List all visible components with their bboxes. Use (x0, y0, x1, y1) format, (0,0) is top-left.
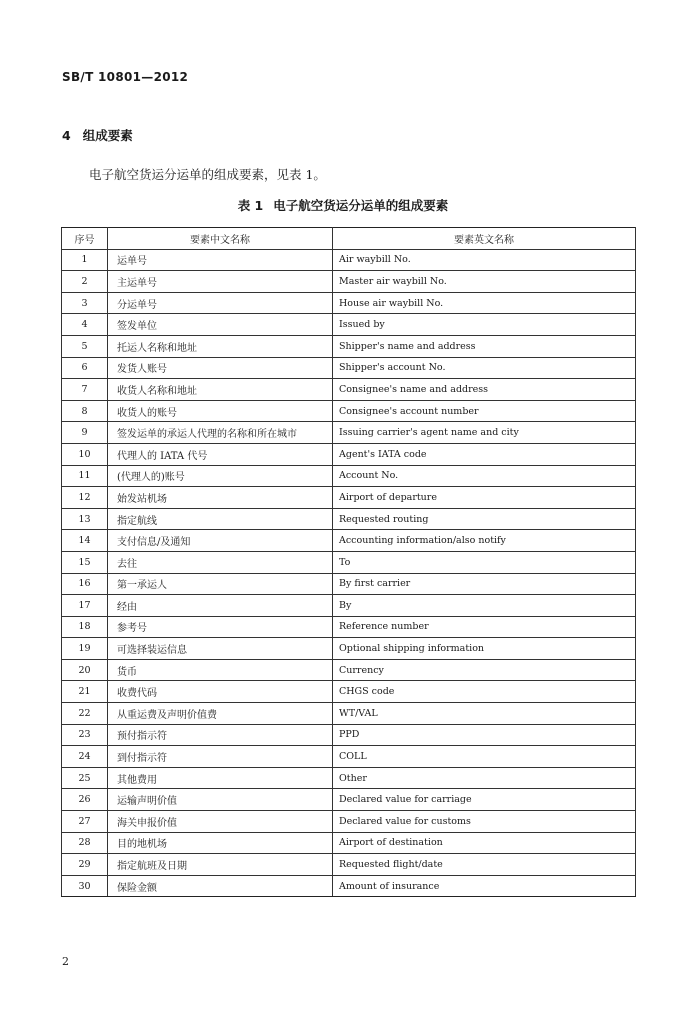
table-row (62, 854, 636, 876)
table-row (62, 551, 636, 573)
cell-english-name: Shipper's account No. (333, 357, 636, 379)
table-row (62, 292, 636, 314)
cell-english-name: Consignee's account number (333, 400, 636, 422)
table-row (62, 595, 636, 617)
cell-english-name: Optional shipping information (333, 638, 636, 660)
cell-chinese-name: 收货人名称和地址 (108, 379, 333, 401)
cell-english-name: Requested routing (333, 508, 636, 530)
table-row (62, 703, 636, 725)
cell-english-name: Accounting information/also notify (333, 530, 636, 552)
cell-number: 25 (62, 767, 108, 789)
section-title: 组成要素 (82, 128, 133, 143)
table-header-row (62, 228, 636, 250)
cell-english-name: Issuing carrier's agent name and city (333, 422, 636, 444)
cell-english-name: WT/VAL (333, 703, 636, 725)
cell-number: 3 (62, 292, 108, 314)
column-header-number: 序号 (62, 228, 108, 250)
cell-chinese-name: 运单号 (108, 249, 333, 271)
cell-english-name: Account No. (333, 465, 636, 487)
cell-chinese-name: 分运单号 (108, 292, 333, 314)
elements-table (61, 227, 636, 897)
table-row (62, 832, 636, 854)
column-header-english-name: 要素英文名称 (333, 228, 636, 250)
cell-number: 26 (62, 789, 108, 811)
cell-english-name: Declared value for carriage (333, 789, 636, 811)
table-row (62, 681, 636, 703)
cell-chinese-name: 海关申报价值 (108, 811, 333, 833)
cell-english-name: Requested flight/date (333, 854, 636, 876)
cell-number: 18 (62, 616, 108, 638)
cell-chinese-name: 收货人的账号 (108, 400, 333, 422)
page-number: 2 (62, 955, 69, 968)
section-number: 4 (62, 128, 71, 143)
cell-english-name: COLL (333, 746, 636, 768)
cell-chinese-name: 经由 (108, 595, 333, 617)
table-row (62, 379, 636, 401)
cell-chinese-name: 指定航班及日期 (108, 854, 333, 876)
cell-chinese-name: 目的地机场 (108, 832, 333, 854)
cell-english-name: Amount of insurance (333, 875, 636, 897)
table-row (62, 746, 636, 768)
table-caption-title: 电子航空货运分运单的组成要素 (273, 198, 449, 213)
cell-english-name: Other (333, 767, 636, 789)
table-row (62, 530, 636, 552)
table-row (62, 789, 636, 811)
cell-number: 29 (62, 854, 108, 876)
table-caption (0, 196, 686, 214)
document-code: SB/T 10801—2012 (62, 70, 189, 84)
table-row (62, 638, 636, 660)
table-row (62, 314, 636, 336)
table-row (62, 573, 636, 595)
cell-chinese-name: 第一承运人 (108, 573, 333, 595)
cell-number: 15 (62, 551, 108, 573)
cell-number: 22 (62, 703, 108, 725)
table-row (62, 422, 636, 444)
table-row (62, 724, 636, 746)
cell-chinese-name: 去往 (108, 551, 333, 573)
table-row (62, 249, 636, 271)
cell-chinese-name: 参考号 (108, 616, 333, 638)
cell-english-name: CHGS code (333, 681, 636, 703)
cell-english-name: House air waybill No. (333, 292, 636, 314)
cell-chinese-name: 始发站机场 (108, 487, 333, 509)
cell-english-name: Master air waybill No. (333, 271, 636, 293)
cell-chinese-name: 其他费用 (108, 767, 333, 789)
cell-number: 6 (62, 357, 108, 379)
cell-english-name: PPD (333, 724, 636, 746)
cell-number: 17 (62, 595, 108, 617)
cell-chinese-name: 代理人的 IATA 代号 (108, 443, 333, 465)
cell-chinese-name: 到付指示符 (108, 746, 333, 768)
cell-number: 21 (62, 681, 108, 703)
cell-chinese-name: 托运人名称和地址 (108, 335, 333, 357)
cell-english-name: By first carrier (333, 573, 636, 595)
table-caption-label: 表 1 (237, 198, 264, 213)
cell-number: 4 (62, 314, 108, 336)
cell-chinese-name: 可选择装运信息 (108, 638, 333, 660)
cell-number: 13 (62, 508, 108, 530)
cell-chinese-name: 货币 (108, 659, 333, 681)
cell-chinese-name: 运输声明价值 (108, 789, 333, 811)
cell-number: 19 (62, 638, 108, 660)
cell-chinese-name: (代理人的)账号 (108, 465, 333, 487)
cell-number: 9 (62, 422, 108, 444)
cell-number: 7 (62, 379, 108, 401)
cell-english-name: Airport of destination (333, 832, 636, 854)
table-row (62, 659, 636, 681)
table-row (62, 875, 636, 897)
cell-number: 1 (62, 249, 108, 271)
table-row (62, 443, 636, 465)
cell-chinese-name: 从重运费及声明价值费 (108, 703, 333, 725)
cell-number: 20 (62, 659, 108, 681)
cell-number: 28 (62, 832, 108, 854)
cell-number: 27 (62, 811, 108, 833)
cell-chinese-name: 发货人账号 (108, 357, 333, 379)
cell-english-name: Issued by (333, 314, 636, 336)
cell-english-name: To (333, 551, 636, 573)
cell-chinese-name: 签发单位 (108, 314, 333, 336)
table-row (62, 335, 636, 357)
cell-chinese-name: 签发运单的承运人代理的名称和所在城市 (108, 422, 333, 444)
table-row (62, 400, 636, 422)
cell-english-name: Shipper's name and address (333, 335, 636, 357)
cell-number: 11 (62, 465, 108, 487)
cell-english-name: Currency (333, 659, 636, 681)
cell-chinese-name: 主运单号 (108, 271, 333, 293)
cell-chinese-name: 保险金额 (108, 875, 333, 897)
cell-number: 14 (62, 530, 108, 552)
cell-number: 23 (62, 724, 108, 746)
cell-number: 12 (62, 487, 108, 509)
cell-chinese-name: 支付信息/及通知 (108, 530, 333, 552)
cell-chinese-name: 指定航线 (108, 508, 333, 530)
table-row (62, 616, 636, 638)
cell-english-name: Air waybill No. (333, 249, 636, 271)
intro-paragraph: 电子航空货运分运单的组成要素，见表 1。 (89, 167, 326, 182)
cell-english-name: Airport of departure (333, 487, 636, 509)
cell-number: 10 (62, 443, 108, 465)
table-row (62, 465, 636, 487)
cell-number: 24 (62, 746, 108, 768)
cell-english-name: Reference number (333, 616, 636, 638)
cell-number: 5 (62, 335, 108, 357)
table-row (62, 811, 636, 833)
cell-english-name: By (333, 595, 636, 617)
cell-chinese-name: 收费代码 (108, 681, 333, 703)
cell-english-name: Agent's IATA code (333, 443, 636, 465)
table-row (62, 357, 636, 379)
section-heading (62, 126, 133, 144)
cell-number: 8 (62, 400, 108, 422)
cell-english-name: Declared value for customs (333, 811, 636, 833)
cell-number: 30 (62, 875, 108, 897)
cell-english-name: Consignee's name and address (333, 379, 636, 401)
cell-number: 16 (62, 573, 108, 595)
table-row (62, 487, 636, 509)
table-row (62, 767, 636, 789)
table-row (62, 508, 636, 530)
column-header-chinese-name: 要素中文名称 (108, 228, 333, 250)
cell-chinese-name: 预付指示符 (108, 724, 333, 746)
cell-number: 2 (62, 271, 108, 293)
table-row (62, 271, 636, 293)
